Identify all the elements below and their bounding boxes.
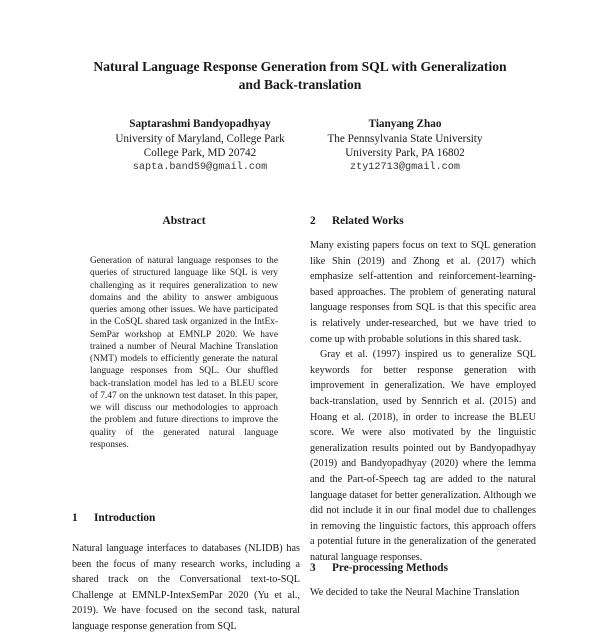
author-affiliation: University of Maryland, College Park — [115, 132, 285, 145]
author-email: zty12713@gmail.com — [349, 161, 461, 173]
abstract-text: Generation of natural language responses to the queries of structured language like SQL is very challenging as it requires generalization to new domains and the ability to answer ambiguous queries among other issues. We have participated in the CoSQL shared task organized in the IntEx-SemPar workshop at EMNLP 2020. We have trained a number of Neural Machine Translation (NMT) models to efficiently generate the natural language responses from SQL. Our shuffled back-translation model has led to a BLEU score of 7.47 on the unknown test dataset. In this paper, we will discuss our methodologies to approach the problem and future directions to improve the quality of the generated natural language responses. — [90, 256, 278, 450]
author-name: Saptarashmi Bandyopadhyay — [129, 118, 271, 130]
section-number: 3 — [310, 562, 316, 574]
author-address: College Park, MD 20742 — [143, 147, 257, 160]
abstract-heading: Abstract — [162, 214, 206, 227]
section-body-related-works — [310, 238, 536, 565]
section-body-pre-processing — [310, 585, 536, 601]
author-block-2 — [305, 117, 505, 175]
section-heading-pre-processing — [310, 562, 448, 574]
title-line-2: and Back-translation — [238, 77, 362, 92]
paragraph: Natural language interfaces to databases (NLIDB) has been the focus of many research works, including a shared track on the Conversational text-to-SQL Challenge at EMNLP-IntexSemPar 2020 (Yu et al., 2019). We have focused on the second task, natural language response generation from SQL — [72, 543, 300, 632]
author-affiliation: The Pennsylvania State University — [327, 132, 483, 145]
paragraph: We decided to take the Neural Machine Translation — [310, 587, 520, 598]
section-title: Pre-processing Methods — [332, 562, 448, 574]
title-line-1: Natural Language Response Generation from SQL with Generalization — [93, 59, 507, 74]
author-block-1 — [100, 117, 300, 175]
author-address: University Park, PA 16802 — [345, 147, 465, 160]
section-title: Introduction — [94, 512, 156, 524]
paragraph: Gray et al. (1997) inspired us to generalize SQL keywords for better response generation with improvement in generalization. We have employed back-translation, used by Sennrich et al. (2015) and Hoang et al. (2018), in order to increase the BLEU score. We were also motivated by the linguistic generalization results pointed out by Bandyopadhyay (2019) and Bandyopadhyay (2020) where the lemma and the Part-of-Speech tag are added to the natural language dataset for better generalization. Although we did not include it in our final model due to challenges in removing the linguistic factors, this approach offers a potential future in the generalization of the generated natural language responses. — [310, 349, 536, 563]
section-number: 1 — [72, 512, 78, 524]
paper-title — [40, 58, 560, 94]
section-heading-introduction — [72, 512, 155, 524]
section-body-introduction — [72, 541, 300, 635]
paragraph: Many existing papers focus on text to SQL generation like Shin (2019) and Zhong et al. (2017) which emphasize self-attention and reinforcement-learning-based approaches. The problem of generating natural language responses from SQL is that this specific area is relatively under-researched, but we have tried to come up with probable solutions in this shared task. — [310, 240, 536, 345]
section-number: 2 — [310, 215, 316, 227]
section-heading-related-works — [310, 215, 404, 227]
author-email: sapta.band59@gmail.com — [132, 161, 268, 173]
section-title: Related Works — [332, 215, 404, 227]
author-name: Tianyang Zhao — [368, 118, 442, 130]
